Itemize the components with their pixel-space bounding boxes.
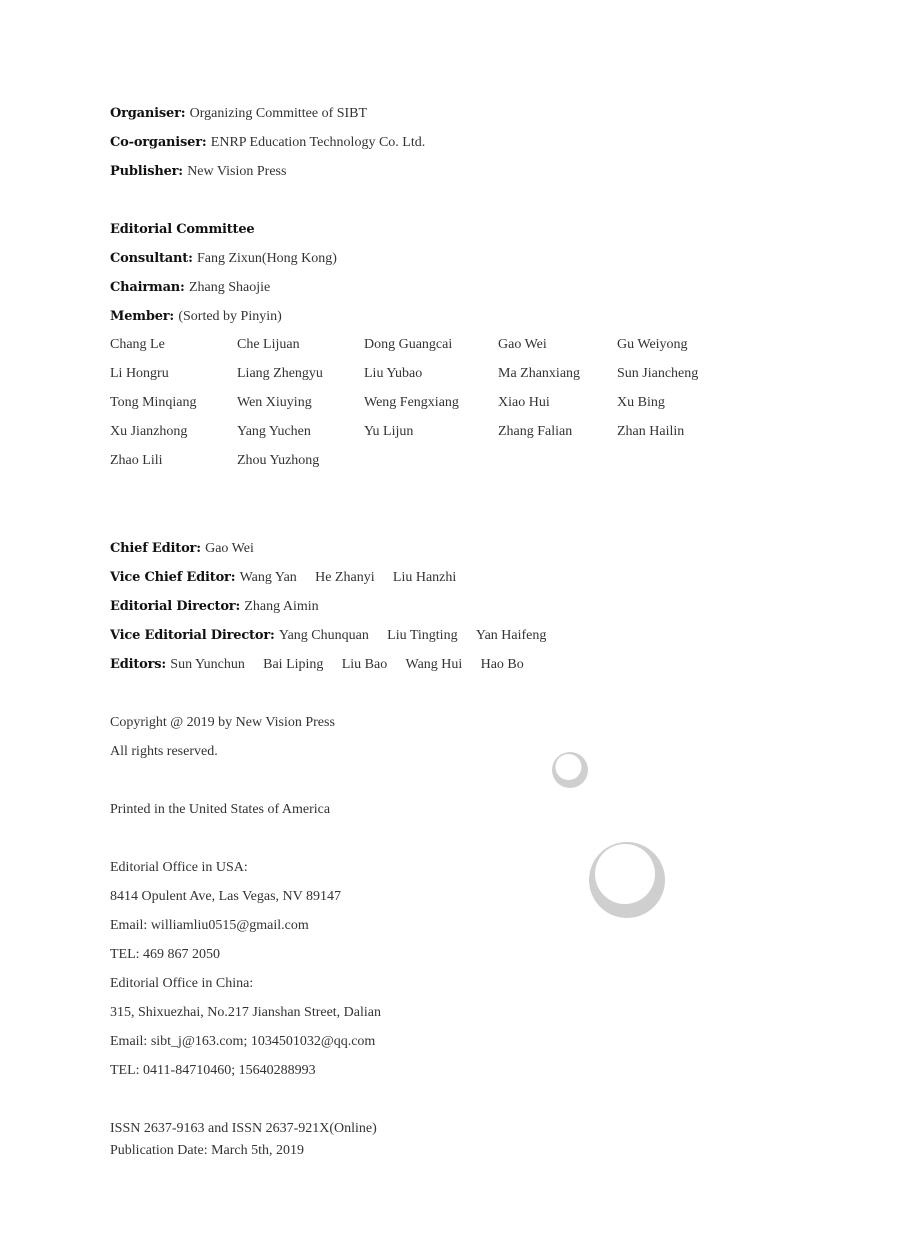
editors-line <box>110 655 810 684</box>
consultant-line <box>110 249 810 278</box>
china-office-heading: Editorial Office in China: <box>110 976 254 991</box>
printed-text: Printed in the United States of America <box>110 802 331 817</box>
usa-office-heading-line <box>110 858 810 887</box>
publication-date-line <box>110 1141 810 1163</box>
china-office-heading-line <box>110 974 810 1003</box>
member-name: Gu Weiyong <box>617 337 688 352</box>
vice-chief-editor-name: Liu Hanzhi <box>392 570 457 585</box>
consultant-value: Fang Zixun(Hong Kong) <box>196 251 337 266</box>
editorial-director-value: Zhang Aimin <box>244 599 319 614</box>
member-name: Wen Xiuying <box>237 395 312 410</box>
usa-email-line <box>110 916 810 945</box>
editorial-director-line <box>110 597 810 626</box>
publication-date: Publication Date: March 5th, 2019 <box>110 1143 305 1158</box>
member-name: Zhan Hailin <box>617 424 685 439</box>
member-names-grid <box>110 336 810 481</box>
editor-name: Bai Liping <box>263 657 324 672</box>
usa-address: 8414 Opulent Ave, Las Vegas, NV 89147 <box>110 889 341 904</box>
member-name: Weng Fengxiang <box>364 395 459 410</box>
copyright-text: Copyright @ 2019 by New Vision Press <box>110 715 335 730</box>
member-name: Liu Yubao <box>364 366 423 381</box>
organiser-line <box>110 104 810 133</box>
copyright-line <box>110 713 810 742</box>
member-name: Tong Minqiang <box>110 395 197 410</box>
usa-tel-line <box>110 945 810 974</box>
chairman-label: Chairman: <box>110 280 185 295</box>
usa-address-line <box>110 887 810 916</box>
editorial-director-label: Editorial Director: <box>110 599 241 614</box>
coorganiser-value: ENRP Education Technology Co. Ltd. <box>210 135 426 150</box>
chief-editor-label: Chief Editor: <box>110 541 201 556</box>
china-address-line <box>110 1003 810 1032</box>
rights-text: All rights reserved. <box>110 744 218 759</box>
china-tel-line <box>110 1061 810 1090</box>
member-name: Zhou Yuzhong <box>237 453 320 468</box>
editor-name: Sun Yunchun <box>170 657 245 672</box>
vice-editorial-director-line <box>110 626 810 655</box>
member-name: Ma Zhanxiang <box>498 366 581 381</box>
editor-name: Hao Bo <box>480 657 524 672</box>
vice-chief-editor-label: Vice Chief Editor: <box>110 570 236 585</box>
usa-office-heading: Editorial Office in USA: <box>110 860 248 875</box>
member-name: Zhang Falian <box>498 424 573 439</box>
chairman-line <box>110 278 810 307</box>
china-email-line <box>110 1032 810 1061</box>
copyright-page <box>110 104 810 1163</box>
vice-chief-editor-name: Wang Yan <box>239 570 297 585</box>
vice-editorial-director-name: Yang Chunquan <box>278 628 369 643</box>
member-name: Chang Le <box>110 337 165 352</box>
member-note: (Sorted by Pinyin) <box>178 309 282 324</box>
member-name: Li Hongru <box>110 366 169 381</box>
issn-text: ISSN 2637-9163 and ISSN 2637-921X(Online) <box>110 1121 377 1136</box>
printed-line <box>110 800 810 829</box>
member-name: Xu Bing <box>617 395 665 410</box>
usa-tel: TEL: 469 867 2050 <box>110 947 221 962</box>
chief-editor-value: Gao Wei <box>205 541 254 556</box>
member-name: Zhao Lili <box>110 453 163 468</box>
coorganiser-label: Co-organiser: <box>110 135 207 150</box>
vice-chief-editor-line <box>110 568 810 597</box>
publisher-value: New Vision Press <box>187 164 287 179</box>
organiser-value: Organizing Committee of SIBT <box>189 106 368 121</box>
member-name: Liang Zhengyu <box>237 366 323 381</box>
member-name: Dong Guangcai <box>364 337 453 352</box>
vice-chief-editor-name: He Zhanyi <box>315 570 375 585</box>
vice-editorial-director-name: Yan Haifeng <box>475 628 547 643</box>
china-email: Email: sibt_j@163.com; 1034501032@qq.com <box>110 1034 376 1049</box>
member-name: Sun Jiancheng <box>617 366 699 381</box>
china-tel: TEL: 0411-84710460; 15640288993 <box>110 1063 316 1078</box>
editor-name: Liu Bao <box>341 657 388 672</box>
china-address: 315, Shixuezhai, No.217 Jianshan Street, Dalian <box>110 1005 382 1020</box>
chairman-value: Zhang Shaojie <box>188 280 271 295</box>
crescent-decoration-small <box>552 752 588 788</box>
consultant-label: Consultant: <box>110 251 193 266</box>
organiser-label: Organiser: <box>110 106 186 121</box>
member-name: Yang Yuchen <box>237 424 311 439</box>
usa-email: Email: williamliu0515@gmail.com <box>110 918 309 933</box>
member-name: Xu Jianzhong <box>110 424 188 439</box>
crescent-decoration-large <box>589 842 665 918</box>
member-line <box>110 307 810 336</box>
publisher-line <box>110 162 810 191</box>
committee-heading: Editorial Committee <box>110 222 255 237</box>
vice-editorial-director-name: Liu Tingting <box>387 628 458 643</box>
chief-editor-line <box>110 539 810 568</box>
member-name: Che Lijuan <box>237 337 300 352</box>
editor-name: Wang Hui <box>405 657 463 672</box>
issn-line <box>110 1119 810 1141</box>
member-label: Member: <box>110 309 175 324</box>
rights-line <box>110 742 810 771</box>
editors-label: Editors: <box>110 657 166 672</box>
coorganiser-line <box>110 133 810 162</box>
committee-heading-line <box>110 220 810 249</box>
vice-editorial-director-label: Vice Editorial Director: <box>110 628 275 643</box>
member-name: Gao Wei <box>498 337 547 352</box>
member-name: Xiao Hui <box>498 395 550 410</box>
publisher-label: Publisher: <box>110 164 183 179</box>
member-name: Yu Lijun <box>364 424 414 439</box>
